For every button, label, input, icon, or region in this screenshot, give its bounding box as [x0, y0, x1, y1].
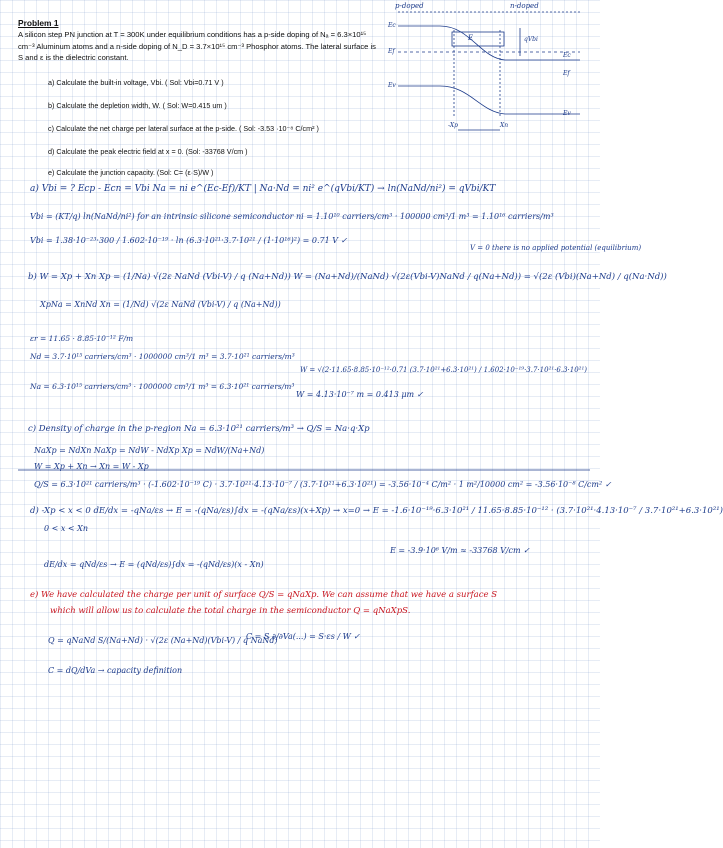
part-d-line1: d) -Xp < x < 0 dE/dx = -qNa/εs → E = -(qNa/εs)∫dx = -(qNa/εs)(x+Xp) → x=0 → E = -1.6·10⁻¹⁹·6.3·10²¹ / 11.65·8.85·10⁻¹² · (3.7·10²¹·4.13·10⁻⁷ / 3.7·10²¹+6.3·10²¹)	[30, 506, 723, 516]
part-b-w-calc: W = √(2·11.65·8.85·10⁻¹²·0.71 (3.7·10²¹+6.3·10²¹) / 1.602·10⁻¹⁹·3.7·10²¹·6.3·10²¹)	[300, 366, 588, 374]
part-d-result: E = -3.9·10⁶ V/m ≈ -33768 V/cm ✓	[390, 546, 530, 555]
question-d: d) Calculate the peak electric field at x = 0. (Sol: -33768 V/cm )	[48, 147, 248, 156]
question-b: b) Calculate the depletion width, W. ( Sol: W=0.415 um )	[48, 101, 227, 110]
part-c-line4: Q/S = 6.3·10²¹ carriers/m³ · (-1.602·10⁻¹⁹ C) · 3.7·10²¹·4.13·10⁻⁷ / (3.7·10²¹+6.3·10²¹) = -3.56·10⁻⁴ C/m² · 1 m²/10000 cm² = -3.56·10⁻⁸ C/cm² ✓	[34, 480, 612, 489]
part-e-line5: C = S ∂/∂Va(...) = S·εs / W ✓	[246, 632, 361, 641]
ef-left-label: Ef	[388, 48, 395, 55]
efield-label: E	[468, 34, 474, 42]
part-d-line2: 0 < x < Xn	[44, 524, 89, 533]
part-b-line3: εr = 11.65 · 8.85·10⁻¹² F/m	[30, 334, 134, 343]
part-a-line3: Vbi = 1.38·10⁻²³·300 / 1.602·10⁻¹⁹ · ln (6.3·10²¹·3.7·10²¹ / (1·10¹⁶)²) = 0.71 V ✓	[30, 236, 348, 245]
problem-text: A silicon step PN junction at T = 300K under equilibrium conditions has a p-side doping of Nₐ = 6.3×10¹⁵ cm⁻³ Aluminum atoms and a n-side doping of N_D = 3.7×10¹⁵ cm⁻³ Phosphor atoms. The lateral surface is S and ε is the dielectric constant.	[18, 30, 376, 63]
question-c: c) Calculate the net charge per lateral surface at the p-side. ( Sol: -3.53 ·10⁻⁸ C/cm² )	[48, 124, 319, 133]
part-b-line2: XpNa = XnNd Xn = (1/Nd) √(2ε NaNd (Vbi-V) / q (Na+Nd))	[40, 300, 281, 309]
part-c-line2: NaXp = NdXn NaXp = NdW - NdXp Xp = NdW/(Na+Nd)	[34, 446, 265, 455]
part-b-result: W = 4.13·10⁻⁷ m = 0.413 μm ✓	[296, 390, 424, 399]
ev-right-label: Ev	[563, 110, 571, 117]
question-e: e) Calculate the junction capacity. (Sol: C= (ε·S)/W )	[48, 168, 214, 177]
part-b-line4: Nd = 3.7·10¹⁵ carriers/cm³ · 1000000 cm³/1 m³ = 3.7·10²¹ carriers/m³	[30, 352, 295, 361]
problem-title: Problem 1	[18, 18, 59, 28]
part-b-line5: Na = 6.3·10¹⁵ carriers/cm³ · 1000000 cm³/1 m³ = 6.3·10²¹ carriers/m³	[30, 382, 295, 391]
part-a-note: V = 0 there is no applied potential (equilibrium)	[470, 244, 642, 252]
part-e-line3: Q = qNaNd S/(Na+Nd) · √(2ε (Na+Nd)(Vbi-V) / q NaNd)	[48, 636, 278, 645]
ef-right-label: Ef	[563, 70, 570, 77]
ec-left-label: Ec	[388, 22, 396, 29]
qvbi-label: qVbi	[524, 36, 538, 43]
part-b-line1: b) W = Xp + Xn Xp = (1/Na) √(2ε NaNd (Vbi-V) / q (Na+Nd)) W = (Na+Nd)/(NaNd) √(2ε(Vbi-V)NaNd / q(Na+Nd)) = √(2ε (Vbi)(Na+Nd) / q(Na·Nd))	[28, 272, 667, 282]
part-a-line2: Vbi = (KT/q) ln(NaNd/ni²) for an intrinsic silicone semiconductor ni = 1.10¹⁰ carriers/cm³ · 100000 cm³/1 m³ = 1.10¹⁶ carriers/m³	[30, 212, 554, 221]
n-doped-label: n-doped	[510, 2, 539, 10]
part-c-line1: c) Density of charge in the p-region Na = 6.3·10²¹ carriers/m³ → Q/S = Na·q·Xp	[28, 424, 370, 434]
part-d-line3: dE/dx = qNd/εs → E = (qNd/εs)∫dx = -(qNd/εs)(x - Xn)	[44, 560, 264, 569]
part-a-line1: a) Vbi = ? Ecp - Ecn = Vbi Na = ni e^(Ec-Ef)/KT | Na·Nd = ni² e^(qVbi/KT) → ln(NaNd/ni²) = qVbi/KT	[30, 184, 496, 194]
part-c-line3: W = Xp + Xn → Xn = W - Xp	[34, 462, 149, 471]
xp-label: -Xp	[448, 122, 458, 129]
part-e-line2: which will allow us to calculate the total charge in the semiconductor Q = qNaXpS.	[50, 606, 411, 616]
part-e-line4: C = dQ/dVa → capacity definition	[48, 666, 183, 675]
p-doped-label: p-doped	[395, 2, 424, 10]
ev-left-label: Ev	[388, 82, 396, 89]
ec-right-label: Ec	[563, 52, 571, 59]
xn-label: Xn	[500, 122, 509, 129]
part-e-line1: e) We have calculated the charge per unit of surface Q/S = qNaXp. We can assume that we have a surface S	[30, 590, 498, 600]
question-a: a) Calculate the built-in voltage, Vbi. ( Sol: Vbi=0.71 V )	[48, 78, 224, 87]
